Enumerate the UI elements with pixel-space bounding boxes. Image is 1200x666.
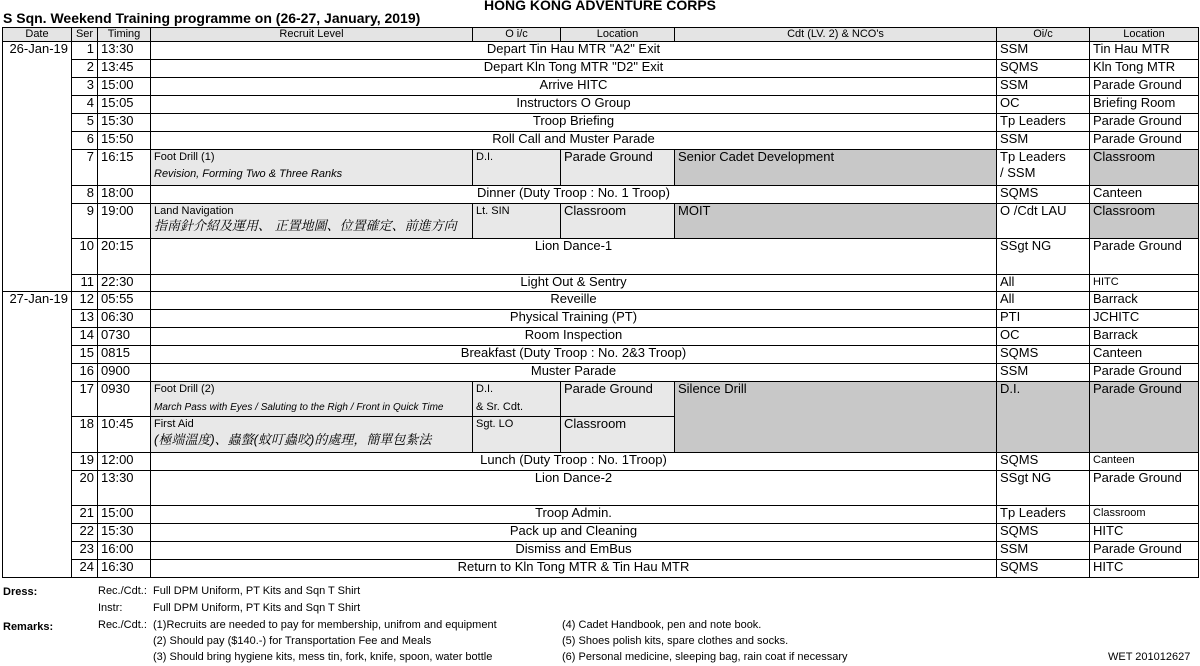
table-row bbox=[3, 60, 1199, 78]
location-cell: Kln Tong MTR bbox=[1090, 60, 1199, 78]
recruit-title: Foot Drill (1) bbox=[154, 151, 215, 163]
recruit-cell bbox=[151, 382, 473, 417]
activity-cell: Light Out & Sentry bbox=[151, 275, 997, 292]
time-cell: 15:00 bbox=[98, 78, 151, 96]
table-row bbox=[3, 150, 1199, 186]
col-cdt-nco: Cdt (LV. 2) & NCO's bbox=[675, 28, 997, 42]
col-timing: Timing bbox=[98, 28, 151, 42]
date-cell: 26-Jan-19 bbox=[3, 42, 72, 292]
dress-rec-label: Rec./Cdt.: bbox=[98, 585, 147, 597]
table-row bbox=[3, 239, 1199, 275]
oic-cell: SSM bbox=[997, 542, 1090, 560]
location-cell: Parade Ground bbox=[1090, 132, 1199, 150]
table-row bbox=[3, 186, 1199, 204]
col-oic: O i/c bbox=[473, 28, 561, 42]
cdt-cell: Senior Cadet Development bbox=[675, 150, 997, 186]
time-cell: 0900 bbox=[98, 364, 151, 382]
activity-cell: Physical Training (PT) bbox=[151, 310, 997, 328]
table-row bbox=[3, 204, 1199, 239]
location-cell: Tin Hau MTR bbox=[1090, 42, 1199, 60]
time-cell: 06:30 bbox=[98, 310, 151, 328]
ser-cell: 13 bbox=[72, 310, 98, 328]
time-cell: 15:05 bbox=[98, 96, 151, 114]
recruit-oic-line-2: & Sr. Cdt. bbox=[476, 401, 524, 413]
activity-cell: Dismiss and EmBus bbox=[151, 542, 997, 560]
table-row bbox=[3, 310, 1199, 328]
recruit-cell bbox=[151, 417, 473, 453]
oic-cell: All bbox=[997, 275, 1090, 292]
activity-cell: Roll Call and Muster Parade bbox=[151, 132, 997, 150]
time-cell: 13:30 bbox=[98, 42, 151, 60]
oic-cell: OC bbox=[997, 328, 1090, 346]
oic-line-1: Tp Leaders bbox=[1000, 149, 1066, 164]
ser-cell: 2 bbox=[72, 60, 98, 78]
dress-instr-label: Instr: bbox=[98, 602, 123, 614]
ser-cell: 8 bbox=[72, 186, 98, 204]
recruit-detail: 指南針介紹及運用、 正置地圖、位置確定、前進方向 bbox=[154, 218, 457, 233]
location-cell: HITC bbox=[1090, 524, 1199, 542]
ser-cell: 17 bbox=[72, 382, 98, 417]
dress-instr-text: Full DPM Uniform, PT Kits and Sqn T Shirt bbox=[153, 602, 361, 614]
activity-cell: Instructors O Group bbox=[151, 96, 997, 114]
table-row bbox=[3, 292, 1199, 310]
activity-cell: Room Inspection bbox=[151, 328, 997, 346]
oic-cell: SSgt NG bbox=[997, 471, 1090, 506]
location-cell: Briefing Room bbox=[1090, 96, 1199, 114]
ser-cell: 5 bbox=[72, 114, 98, 132]
ser-cell: 22 bbox=[72, 524, 98, 542]
time-cell: 13:45 bbox=[98, 60, 151, 78]
ser-cell: 9 bbox=[72, 204, 98, 239]
activity-cell: Muster Parade bbox=[151, 364, 997, 382]
activity-cell: Pack up and Cleaning bbox=[151, 524, 997, 542]
recruit-location-cell: Parade Ground bbox=[561, 150, 675, 186]
table-row bbox=[3, 364, 1199, 382]
oic-cell: SSgt NG bbox=[997, 239, 1090, 275]
time-cell: 0730 bbox=[98, 328, 151, 346]
activity-cell: Troop Briefing bbox=[151, 114, 997, 132]
ser-cell: 14 bbox=[72, 328, 98, 346]
table-row bbox=[3, 346, 1199, 364]
table-row bbox=[3, 328, 1199, 346]
table-row bbox=[3, 560, 1199, 578]
location-cell: Classroom bbox=[1090, 506, 1199, 524]
time-cell: 20:15 bbox=[98, 239, 151, 275]
ser-cell: 11 bbox=[72, 275, 98, 292]
oic-cell: Tp Leaders bbox=[997, 506, 1090, 524]
ser-cell: 16 bbox=[72, 364, 98, 382]
ser-cell: 3 bbox=[72, 78, 98, 96]
header-row bbox=[3, 28, 1199, 42]
location-cell: Classroom bbox=[1090, 150, 1199, 186]
col-location-2: Location bbox=[1090, 28, 1199, 42]
time-cell: 0815 bbox=[98, 346, 151, 364]
oic-cell: SQMS bbox=[997, 560, 1090, 578]
oic-cell: SSM bbox=[997, 42, 1090, 60]
ser-cell: 7 bbox=[72, 150, 98, 186]
location-cell: Parade Ground bbox=[1090, 364, 1199, 382]
time-cell: 0930 bbox=[98, 382, 151, 417]
oic-cell: SQMS bbox=[997, 186, 1090, 204]
org-title: HONG KONG ADVENTURE CORPS bbox=[483, 0, 717, 13]
recruit-detail: March Pass with Eyes / Saluting to the Righ / Front in Quick Time bbox=[154, 402, 444, 413]
oic-cell: D.I. bbox=[997, 382, 1090, 453]
ser-cell: 1 bbox=[72, 42, 98, 60]
oic-cell: SQMS bbox=[997, 524, 1090, 542]
ser-cell: 19 bbox=[72, 453, 98, 471]
col-date: Date bbox=[3, 28, 72, 42]
time-cell: 12:00 bbox=[98, 453, 151, 471]
time-cell: 15:00 bbox=[98, 506, 151, 524]
time-cell: 16:00 bbox=[98, 542, 151, 560]
activity-cell: Dinner (Duty Troop : No. 1 Troop) bbox=[151, 186, 997, 204]
location-cell: HITC bbox=[1090, 560, 1199, 578]
remark-item: (2) Should pay ($140.-) for Transportation Fee and Meals bbox=[153, 635, 432, 647]
recruit-title: First Aid bbox=[154, 418, 194, 430]
document-reference: WET 201012627 bbox=[1108, 651, 1191, 663]
col-location: Location bbox=[561, 28, 675, 42]
location-cell: Classroom bbox=[1090, 204, 1199, 239]
time-cell: 16:15 bbox=[98, 150, 151, 186]
table-row bbox=[3, 275, 1199, 292]
programme-table bbox=[2, 27, 1199, 578]
location-cell: Canteen bbox=[1090, 346, 1199, 364]
oic-cell: SQMS bbox=[997, 453, 1090, 471]
oic-line-2: / SSM bbox=[1000, 165, 1036, 180]
recruit-oic-cell bbox=[473, 382, 561, 417]
activity-cell: Lion Dance-1 bbox=[151, 239, 997, 275]
time-cell: 22:30 bbox=[98, 275, 151, 292]
ser-cell: 10 bbox=[72, 239, 98, 275]
recruit-detail: Revision, Forming Two & Three Ranks bbox=[154, 168, 343, 180]
table-row bbox=[3, 42, 1199, 60]
recruit-location-cell: Classroom bbox=[561, 204, 675, 239]
location-cell: HITC bbox=[1090, 275, 1199, 292]
oic-cell: OC bbox=[997, 96, 1090, 114]
table-row bbox=[3, 382, 1199, 417]
activity-cell: Depart Tin Hau MTR "A2" Exit bbox=[151, 42, 997, 60]
remark-item: (3) Should bring hygiene kits, mess tin, fork, knife, spoon, water bottle bbox=[153, 651, 493, 663]
location-cell: Parade Ground bbox=[1090, 471, 1199, 506]
recruit-oic-cell: Lt. SIN bbox=[473, 204, 561, 239]
oic-cell: O /Cdt LAU bbox=[997, 204, 1090, 239]
location-cell: Parade Ground bbox=[1090, 542, 1199, 560]
ser-cell: 4 bbox=[72, 96, 98, 114]
location-cell: Canteen bbox=[1090, 453, 1199, 471]
recruit-location-cell: Parade Ground bbox=[561, 382, 675, 417]
remark-item: (6) Personal medicine, sleeping bag, rain coat if necessary bbox=[562, 651, 848, 663]
oic-cell: SSM bbox=[997, 364, 1090, 382]
location-cell: Barrack bbox=[1090, 292, 1199, 310]
recruit-oic-cell: D.I. bbox=[473, 150, 561, 186]
recruit-detail: (極端溫度)、蟲螫(蚊叮蟲咬)的處理，簡單包紮法 bbox=[154, 432, 432, 447]
recruit-oic-cell: Sgt. LO bbox=[473, 417, 561, 453]
remark-item: (5) Shoes polish kits, spare clothes and socks. bbox=[562, 635, 789, 647]
activity-cell: Reveille bbox=[151, 292, 997, 310]
table-row bbox=[3, 114, 1199, 132]
cdt-cell: MOIT bbox=[675, 204, 997, 239]
col-recruit-level: Recruit Level bbox=[151, 28, 473, 42]
oic-cell bbox=[997, 150, 1090, 186]
location-cell: Barrack bbox=[1090, 328, 1199, 346]
time-cell: 19:00 bbox=[98, 204, 151, 239]
activity-cell: Arrive HITC bbox=[151, 78, 997, 96]
table-row bbox=[3, 96, 1199, 114]
col-ser: Ser bbox=[72, 28, 98, 42]
remark-item: (4) Cadet Handbook, pen and note book. bbox=[562, 619, 762, 631]
activity-cell: Lion Dance-2 bbox=[151, 471, 997, 506]
location-cell: Parade Ground bbox=[1090, 114, 1199, 132]
table-row bbox=[3, 471, 1199, 506]
ser-cell: 12 bbox=[72, 292, 98, 310]
time-cell: 13:30 bbox=[98, 471, 151, 506]
col-oic-2: Oi/c bbox=[997, 28, 1090, 42]
oic-cell: SSM bbox=[997, 132, 1090, 150]
recruit-title: Land Navigation bbox=[154, 205, 234, 217]
time-cell: 15:50 bbox=[98, 132, 151, 150]
ser-cell: 23 bbox=[72, 542, 98, 560]
location-cell: Parade Ground bbox=[1090, 78, 1199, 96]
recruit-cell bbox=[151, 204, 473, 239]
recruit-oic-line-1: D.I. bbox=[476, 383, 494, 395]
remarks-rec-label: Rec./Cdt.: bbox=[98, 619, 147, 631]
activity-cell: Breakfast (Duty Troop : No. 2&3 Troop) bbox=[151, 346, 997, 364]
ser-cell: 18 bbox=[72, 417, 98, 453]
cdt-cell: Silence Drill bbox=[675, 382, 997, 453]
location-cell: Parade Ground bbox=[1090, 382, 1199, 453]
time-cell: 05:55 bbox=[98, 292, 151, 310]
oic-cell: Tp Leaders bbox=[997, 114, 1090, 132]
dress-rec-text: Full DPM Uniform, PT Kits and Sqn T Shirt bbox=[153, 585, 361, 597]
recruit-location-cell: Classroom bbox=[561, 417, 675, 453]
ser-cell: 15 bbox=[72, 346, 98, 364]
oic-cell: PTI bbox=[997, 310, 1090, 328]
ser-cell: 24 bbox=[72, 560, 98, 578]
dress-label: Dress: bbox=[3, 586, 38, 598]
table-row bbox=[3, 524, 1199, 542]
time-cell: 10:45 bbox=[98, 417, 151, 453]
activity-cell: Lunch (Duty Troop : No. 1Troop) bbox=[151, 453, 997, 471]
time-cell: 18:00 bbox=[98, 186, 151, 204]
table-row bbox=[3, 453, 1199, 471]
ser-cell: 6 bbox=[72, 132, 98, 150]
location-cell: Canteen bbox=[1090, 186, 1199, 204]
time-cell: 15:30 bbox=[98, 524, 151, 542]
programme-subtitle: S Sqn. Weekend Training programme on (26-27, January, 2019) bbox=[3, 10, 421, 26]
oic-cell: SQMS bbox=[997, 60, 1090, 78]
ser-cell: 20 bbox=[72, 471, 98, 506]
ser-cell: 21 bbox=[72, 506, 98, 524]
activity-cell: Troop Admin. bbox=[151, 506, 997, 524]
recruit-cell bbox=[151, 150, 473, 186]
table-row bbox=[3, 506, 1199, 524]
table-row bbox=[3, 132, 1199, 150]
time-cell: 15:30 bbox=[98, 114, 151, 132]
oic-cell: SQMS bbox=[997, 346, 1090, 364]
recruit-title: Foot Drill (2) bbox=[154, 383, 215, 395]
time-cell: 16:30 bbox=[98, 560, 151, 578]
activity-cell: Depart Kln Tong MTR "D2" Exit bbox=[151, 60, 997, 78]
location-cell: Parade Ground bbox=[1090, 239, 1199, 275]
table-row bbox=[3, 78, 1199, 96]
date-cell: 27-Jan-19 bbox=[3, 292, 72, 578]
oic-cell: All bbox=[997, 292, 1090, 310]
table-row bbox=[3, 542, 1199, 560]
activity-cell: Return to Kln Tong MTR & Tin Hau MTR bbox=[151, 560, 997, 578]
remarks-label: Remarks: bbox=[3, 621, 54, 633]
location-cell: JCHITC bbox=[1090, 310, 1199, 328]
remark-item: (1)Recruits are needed to pay for membership, unifrom and equipment bbox=[153, 619, 497, 631]
oic-cell: SSM bbox=[997, 78, 1090, 96]
